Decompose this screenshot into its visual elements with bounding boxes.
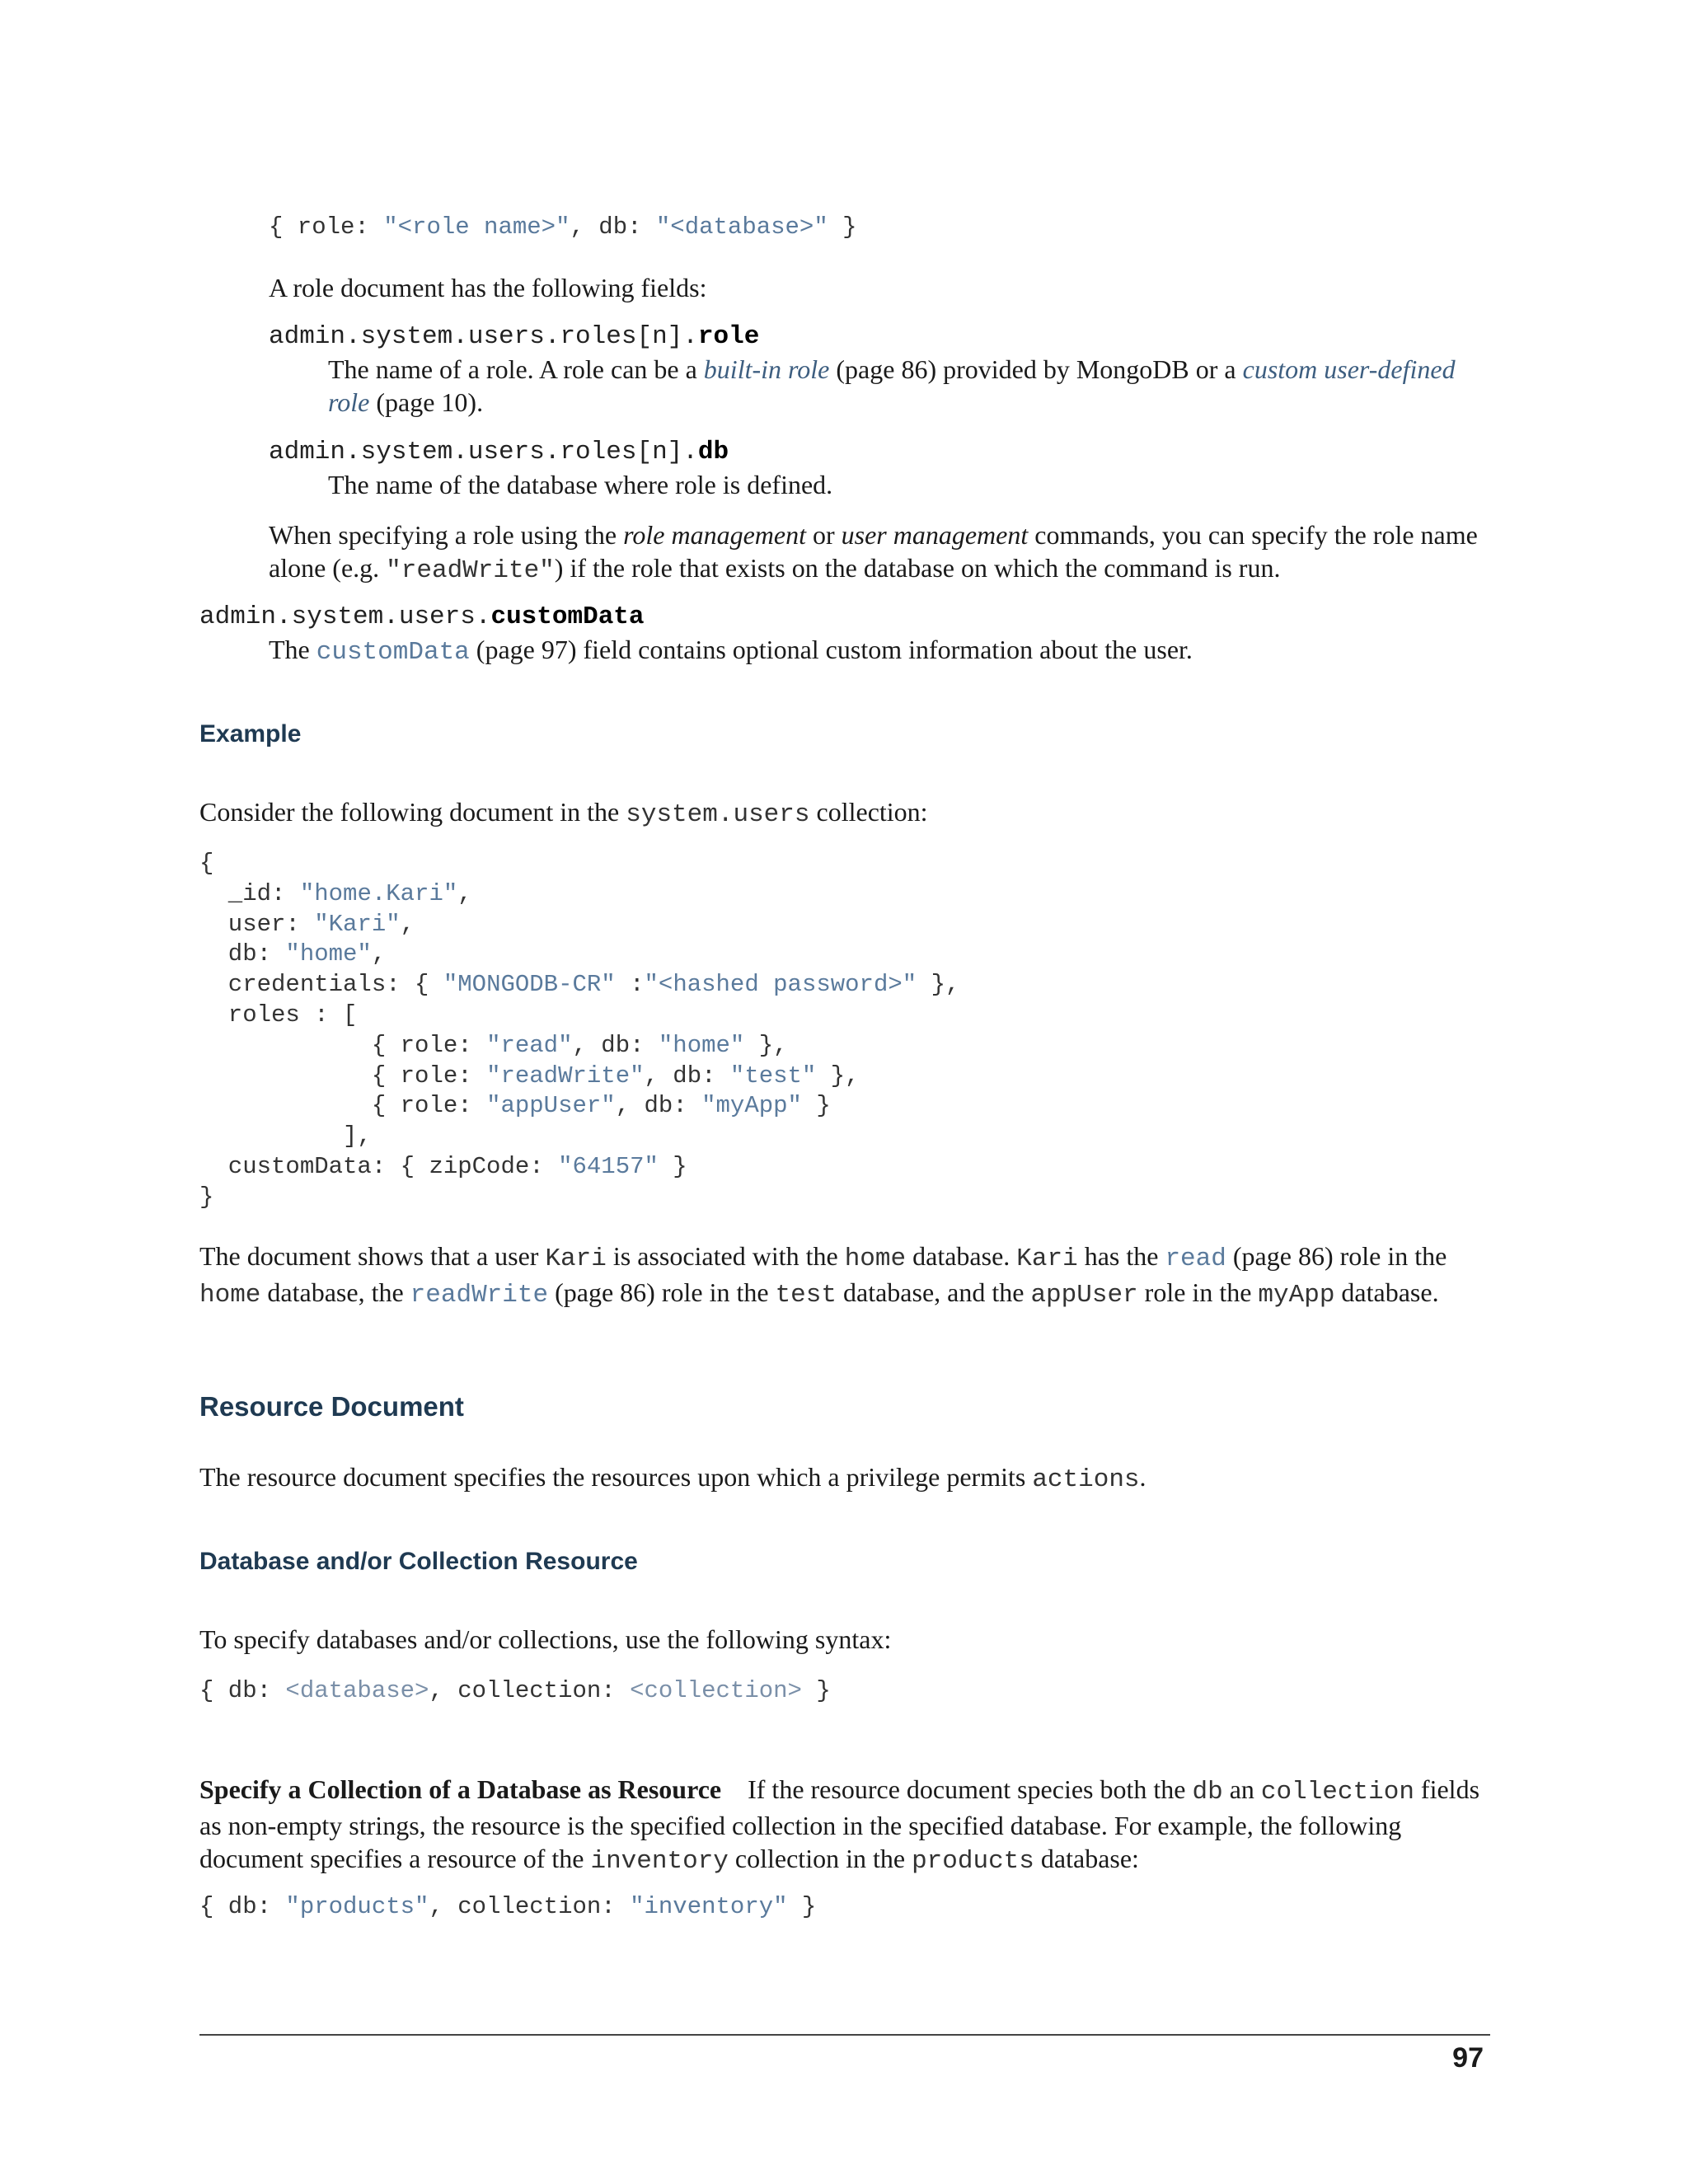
- resource-document-heading: Resource Document: [199, 1391, 464, 1422]
- db-collection-intro: To specify databases and/or collections, use the following syntax:: [199, 1624, 892, 1654]
- example-intro: Consider the following document in the system.users collection:: [199, 797, 928, 829]
- custom-user-defined-role-link[interactable]: custom user-defined role: [328, 354, 1456, 417]
- role-spec-note: When specifying a role using the role management or user management commands, you can specify the role name alone (e.g. "readWrite") if the role that exists on the database on which the command is run.: [269, 520, 1478, 585]
- customdata-link[interactable]: customData: [316, 638, 470, 667]
- role-doc-intro: A role document has the following fields:: [269, 273, 707, 302]
- db-collection-resource-heading: Database and/or Collection Resource: [199, 1548, 638, 1575]
- specify-collection-code: { db: "products", collection: "inventory" }: [199, 1893, 817, 1920]
- db-collection-syntax-code: { db: <database>, collection: <collection> }: [199, 1677, 831, 1704]
- specify-collection-title: Specify a Collection of a Database as Resource: [199, 1774, 722, 1804]
- field-signature-db: admin.system.users.roles[n].db: [269, 438, 729, 466]
- specify-collection-paragraph: Specify a Collection of a Database as Resource If the resource document species both the db an collection fields as non-empty strings, the resource is the specified collection in the specified database. For example, the following document specifies a resource of the inventory collection in the products database:: [199, 1774, 1480, 1876]
- resource-document-intro: The resource document specifies the resources upon which a privilege permits actions.: [199, 1462, 1146, 1494]
- field-description-db: The name of the database where role is defined.: [328, 470, 833, 499]
- field-description-customdata: The customData (page 97) field contains optional custom information about the user.: [269, 635, 1193, 667]
- field-signature-customdata: admin.system.users.customData: [199, 602, 645, 631]
- example-heading: Example: [199, 720, 302, 748]
- footer-rule: [199, 2034, 1490, 2036]
- role-doc-code: { role: "<role name>", db: "<database>" }: [269, 213, 857, 241]
- example-code-block: { _id: "home.Kari", user: "Kari", db: "home", credentials: { "MONGODB-CR" :"<hashed password>" }, roles : [ { role: "read", db: "home" }, { role: "readWrite", db: "test" }, { role: "appUser", db: "myApp" } ], customData: { zipCode: "64157" } }: [199, 850, 960, 1211]
- field-description-role: The name of a role. A role can be a built-in role (page 86) provided by MongoDB or a custom user-defined role (page 10).: [328, 354, 1456, 417]
- readwrite-role-link[interactable]: readWrite: [410, 1281, 549, 1310]
- read-role-link[interactable]: read: [1165, 1244, 1226, 1273]
- built-in-role-link[interactable]: built-in role: [703, 354, 830, 384]
- field-signature-role: admin.system.users.roles[n].role: [269, 322, 760, 351]
- example-summary: The document shows that a user Kari is associated with the home database. Kari has the read (page 86) role in the home database, the readWrite (page 86) role in the test database, and the appUser role in the myApp database.: [199, 1241, 1447, 1310]
